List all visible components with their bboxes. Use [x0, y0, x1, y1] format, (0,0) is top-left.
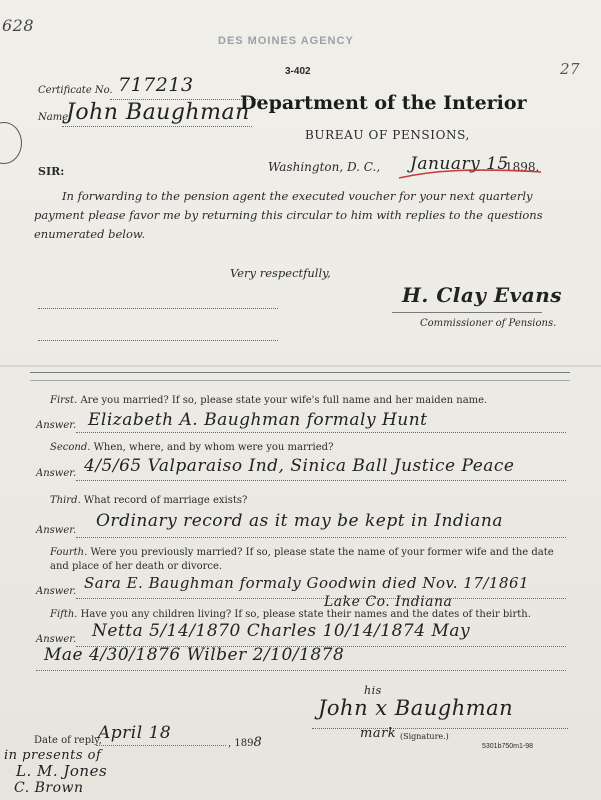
- name-value: John Baughman: [66, 100, 250, 125]
- agency-stamp: DES MOINES AGENCY: [218, 35, 354, 47]
- department-title: Department of the Interior: [240, 92, 527, 114]
- answer-second: 4/5/65 Valparaiso Ind, Sinica Ball Justice Peace: [84, 456, 515, 476]
- name-label: Name: [38, 112, 69, 123]
- letter-closing: Very respectfully,: [230, 266, 331, 280]
- form-number: 3-402: [285, 66, 311, 77]
- commissioner-signature: H. Clay Evans: [402, 283, 563, 307]
- question-second: Second. When, where, and by whom were you married?: [50, 442, 334, 453]
- answer-third: Ordinary record as it may be kept in Indiana: [96, 511, 503, 531]
- answer-fourth-line1: Sara E. Baughman formaly Goodwin died Nov. 17/1861: [84, 574, 530, 592]
- answer-fifth-line2: Mae 4/30/1876 Wilber 2/10/1878: [44, 645, 345, 665]
- answer-label-fourth: Answer.: [36, 586, 77, 597]
- answer-fifth-line1: Netta 5/14/1870 Charles 10/14/1874 May: [92, 621, 471, 641]
- reply-signature: John x Baughman: [318, 696, 514, 720]
- witness-1: L. M. Jones: [16, 762, 108, 780]
- answer-label-fifth: Answer.: [36, 634, 77, 645]
- signature-label: (Signature.): [400, 732, 449, 741]
- answer-label-second: Answer.: [36, 468, 77, 479]
- corner-number: 628: [2, 16, 35, 35]
- answer-label-third: Answer.: [36, 525, 77, 536]
- letter-body: In forwarding to the pension agent the executed voucher for your next quarterly payment please favor me by returning this circular to him with replies to the questions enumerated below.: [34, 189, 543, 241]
- place-text: Washington, D. C.,: [268, 160, 381, 174]
- answer-first: Elizabeth A. Baughman formaly Hunt: [88, 410, 428, 430]
- question-first: First. Are you married? If so, please state your wife's full name and her maiden name.: [50, 395, 488, 406]
- question-third: Third. What record of marriage exists?: [50, 495, 248, 506]
- witness-note: in presents of: [4, 748, 102, 763]
- question-fourth: Fourth. Were you previously married? If so, please state the name of your former wife and the date and place of her death or divorce.: [50, 547, 554, 572]
- certificate-number: 717213: [118, 74, 194, 96]
- witness-2: C. Brown: [14, 780, 84, 796]
- question-fifth: Fifth. Have you any children living? If so, please state their names and the dates of their birth.: [50, 609, 531, 620]
- date-of-reply-label: Date of reply,: [34, 735, 102, 746]
- red-underline-mark: [395, 166, 545, 180]
- print-code: 5301b750m1-98: [482, 743, 533, 750]
- mark-below: mark: [360, 726, 397, 741]
- bureau-title: BUREAU OF PENSIONS,: [305, 128, 470, 142]
- mark-above: his: [364, 684, 382, 697]
- answer-fourth-line2: Lake Co. Indiana: [324, 594, 453, 610]
- date-handwritten: January 15: [410, 154, 509, 174]
- date-of-reply-value: April 18: [98, 723, 172, 743]
- circled-mark: [0, 122, 22, 164]
- answer-label-first: Answer.: [36, 420, 77, 431]
- letter-year: 1898.: [505, 160, 540, 174]
- fold-crease: [0, 365, 601, 367]
- corner-mark: 27: [560, 60, 581, 78]
- certificate-label: Certificate No.: [38, 85, 113, 96]
- salutation: SIR:: [38, 165, 65, 178]
- reply-year: , 1898: [228, 735, 263, 750]
- commissioner-title: Commissioner of Pensions.: [420, 318, 557, 329]
